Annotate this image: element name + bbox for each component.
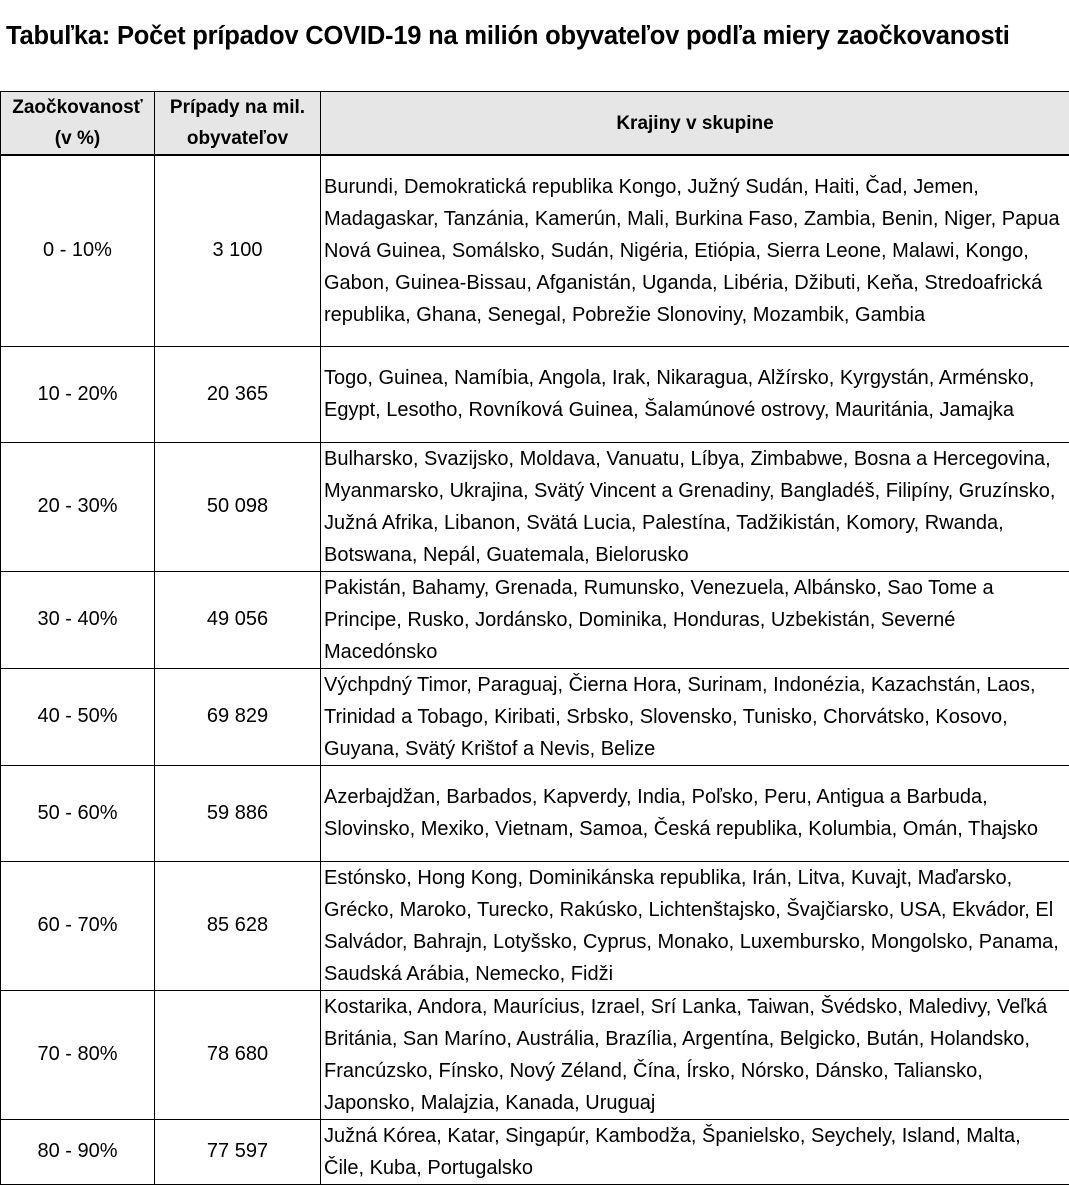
cases-value: 49 056 [155,571,321,668]
table-row [1,765,1069,861]
table-row [1,571,1069,668]
cases-value: 20 365 [155,346,321,442]
header-cases-line1: Prípady na mil. [170,97,305,118]
vaccination-range: 40 - 50% [1,668,155,765]
table-row [1,990,1069,1119]
cases-value: 85 628 [155,861,321,990]
countries-list: Estónsko, Hong Kong, Dominikánska republika, Irán, Litva, Kuvajt, Maďarsko, Grécko, Maroko, Turecko, Rakúsko, Lichtenštajsko, Švajčiarsko, USA, Ekvádor, El Salvádor, Bahrajn, Lotyšsko, Cyprus, Monako, Luxembursko, Mongolsko, Panama, Saudská Arábia, Nemecko, Fidži [321,861,1069,990]
countries-list: Togo, Guinea, Namíbia, Angola, Irak, Nikaragua, Alžírsko, Kyrgystán, Arménsko, Egypt, Lesotho, Rovníková Guinea, Šalamúnové ostrovy, Mauritánia, Jamajka [321,346,1069,442]
vaccination-range: 80 - 90% [1,1119,155,1184]
countries-list: Burundi, Demokratická republika Kongo, Južný Sudán, Haiti, Čad, Jemen, Madagaskar, Tanzánia, Kamerún, Mali, Burkina Faso, Zambia, Benin, Niger, Papua Nová Guinea, Somálsko, Sudán, Nigéria, Etiópia, Sierra Leone, Malawi, Kongo, Gabon, Guinea-Bissau, Afganistán, Uganda, Libéria, Džibuti, Keňa, Stredoafrická republika, Ghana, Senegal, Pobrežie Slonoviny, Mozambik, Gambia [321,155,1069,346]
header-row [1,92,1069,156]
table-row [1,668,1069,765]
vaccination-range: 60 - 70% [1,861,155,990]
cases-value: 77 597 [155,1119,321,1184]
countries-list: Kostarika, Andora, Maurícius, Izrael, Srí Lanka, Taiwan, Švédsko, Maledivy, Veľká Británia, San Maríno, Austrália, Brazília, Argentína, Belgicko, Bután, Holandsko, Francúzsko, Fínsko, Nový Zéland, Čína, Írsko, Nórsko, Dánsko, Taliansko, Japonsko, Malajzia, Kanada, Uruguaj [321,990,1069,1119]
countries-list: Južná Kórea, Katar, Singapúr, Kambodža, Španielsko, Seychely, Island, Malta, Čile, Kuba, Portugalsko [321,1119,1069,1184]
countries-list: Bulharsko, Svazijsko, Moldava, Vanuatu, Líbya, Zimbabwe, Bosna a Hercegovina, Myanmarsko, Ukrajina, Svätý Vincent a Grenadiny, Bangladéš, Filipíny, Gruzínsko, Južná Afrika, Libanon, Svätá Lucia, Palestína, Tadžikistán, Komory, Rwanda, Botswana, Nepál, Guatemala, Bielorusko [321,442,1069,571]
vaccination-range: 30 - 40% [1,571,155,668]
cases-value: 69 829 [155,668,321,765]
countries-list: Výchpdný Timor, Paraguaj, Čierna Hora, Surinam, Indonézia, Kazachstán, Laos, Trinidad a Tobago, Kiribati, Srbsko, Slovensko, Tunisko, Chorvátsko, Kosovo, Guyana, Svätý Krištof a Nevis, Belize [321,668,1069,765]
vaccination-range: 20 - 30% [1,442,155,571]
cases-value: 78 680 [155,990,321,1119]
header-vaccination-rate-line1: Zaočkovanosť [12,97,143,118]
header-vaccination-rate [1,92,155,156]
header-cases-per-million [155,92,321,156]
vaccination-range: 50 - 60% [1,765,155,861]
table-row [1,155,1069,346]
cases-value: 50 098 [155,442,321,571]
vaccination-range: 0 - 10% [1,155,155,346]
table-row [1,861,1069,990]
header-countries: Krajiny v skupine [321,92,1069,156]
countries-list: Pakistán, Bahamy, Grenada, Rumunsko, Venezuela, Albánsko, Sao Tome a Principe, Rusko, Jordánsko, Dominika, Honduras, Uzbekistán, Severné Macedónsko [321,571,1069,668]
header-vaccination-rate-line2: (v %) [55,128,100,149]
table-row [1,1119,1069,1184]
cases-value: 3 100 [155,155,321,346]
table-row [1,346,1069,442]
table-title: Tabuľka: Počet prípadov COVID-19 na milión obyvateľov podľa miery zaočkovanosti [6,22,1010,51]
header-cases-line2: obyvateľov [187,128,288,149]
table-row [1,442,1069,571]
vaccination-range: 10 - 20% [1,346,155,442]
countries-list: Azerbajdžan, Barbados, Kapverdy, India, Poľsko, Peru, Antigua a Barbuda, Slovinsko, Mexiko, Vietnam, Samoa, Česká republika, Kolumbia, Omán, Thajsko [321,765,1069,861]
cases-value: 59 886 [155,765,321,861]
vaccination-cases-table [0,91,1069,1185]
vaccination-range: 70 - 80% [1,990,155,1119]
